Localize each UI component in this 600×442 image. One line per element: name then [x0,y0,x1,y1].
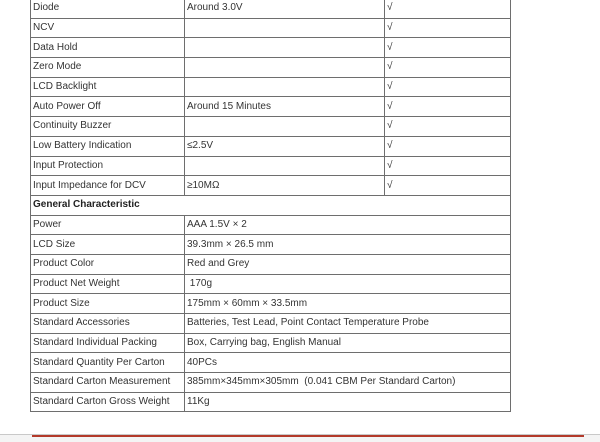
spec-value: Batteries, Test Lead, Point Contact Temperature Probe [185,314,511,334]
spec-label: Input Protection [31,156,185,176]
spec-value [185,58,385,78]
check-mark: √ [385,156,511,176]
spec-value: Red and Grey [185,254,511,274]
table-row [31,0,511,18]
section-header-row [31,195,511,215]
table-row [31,333,511,353]
table-row [31,136,511,156]
table-row [31,314,511,334]
spec-label: Power [31,215,185,235]
table-row [31,373,511,393]
spec-label: Standard Carton Measurement [31,373,185,393]
spec-label: Low Battery Indication [31,136,185,156]
spec-value: Around 3.0V [185,0,385,18]
spec-value: 11Kg [185,392,511,412]
table-row [31,117,511,137]
table-row [31,294,511,314]
accent-rule [32,435,584,437]
spec-label: Standard Carton Gross Weight [31,392,185,412]
table-row [31,77,511,97]
spec-label: Input Impedance for DCV [31,176,185,196]
check-mark: √ [385,117,511,137]
spec-label: Continuity Buzzer [31,117,185,137]
spec-table [30,0,511,412]
table-row [31,353,511,373]
spec-label: LCD Backlight [31,77,185,97]
check-mark: √ [385,58,511,78]
table-row [31,274,511,294]
table-row [31,392,511,412]
table-row [31,97,511,117]
spec-label: Zero Mode [31,58,185,78]
check-mark: √ [385,18,511,38]
spec-label: Standard Accessories [31,314,185,334]
spec-label: Product Net Weight [31,274,185,294]
table-row [31,254,511,274]
spec-value [185,117,385,137]
spec-value: ≤2.5V [185,136,385,156]
spec-value: 385mm×345mm×305mm (0.041 CBM Per Standard Carton) [185,373,511,393]
spec-value: AAA 1.5V × 2 [185,215,511,235]
spec-value: Box, Carrying bag, English Manual [185,333,511,353]
spec-label: Data Hold [31,38,185,58]
spec-value [185,38,385,58]
spec-value: 40PCs [185,353,511,373]
check-mark: √ [385,0,511,18]
table-row [31,156,511,176]
spec-label: LCD Size [31,235,185,255]
table-row [31,235,511,255]
spec-label: Standard Individual Packing [31,333,185,353]
spec-label: Product Color [31,254,185,274]
spec-value: Around 15 Minutes [185,97,385,117]
spec-label: Auto Power Off [31,97,185,117]
table-row [31,58,511,78]
table-row [31,176,511,196]
spec-value: 39.3mm × 26.5 mm [185,235,511,255]
check-mark: √ [385,97,511,117]
table-row [31,18,511,38]
spec-label: NCV [31,18,185,38]
check-mark: √ [385,38,511,58]
spec-value: 175mm × 60mm × 33.5mm [185,294,511,314]
spec-value [185,156,385,176]
spec-label: Standard Quantity Per Carton [31,353,185,373]
table-row [31,215,511,235]
spec-value [185,18,385,38]
page-bottom-divider [0,434,600,442]
spec-label: Product Size [31,294,185,314]
table-row [31,38,511,58]
check-mark: √ [385,136,511,156]
spec-label: Diode [31,0,185,18]
section-title: General Characteristic [31,195,511,215]
spec-value: ≥10MΩ [185,176,385,196]
check-mark: √ [385,77,511,97]
spec-value: 170g [185,274,511,294]
check-mark: √ [385,176,511,196]
spec-value [185,77,385,97]
